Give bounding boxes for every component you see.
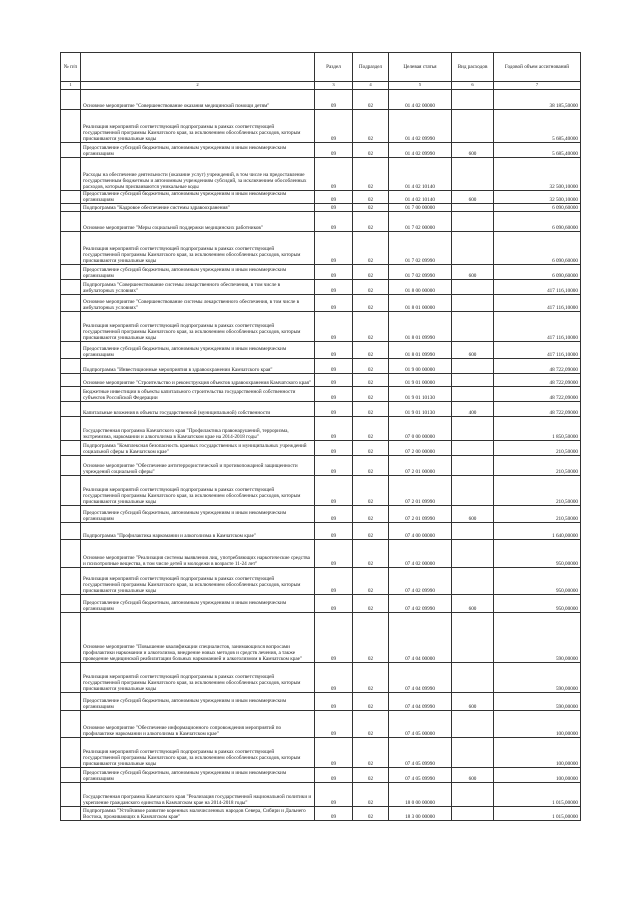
cell-rz: 09 bbox=[315, 595, 353, 613]
cell-rz: 09 bbox=[315, 456, 353, 476]
cell-cs: 07 4 00 00000 bbox=[389, 523, 452, 540]
table-row bbox=[61, 595, 581, 613]
cell-vr bbox=[452, 807, 494, 821]
cell-name: Предоставление субсидий бюджетным, автономным учреждениям и иным некоммерческим организациям bbox=[81, 506, 315, 523]
cell-vr: 600 bbox=[452, 191, 494, 204]
cell-num bbox=[61, 158, 81, 191]
cell-cs: 07 2 01 09990 bbox=[389, 476, 452, 506]
cell-prz: 02 bbox=[353, 359, 389, 374]
cell-num bbox=[61, 265, 81, 280]
cell-name: Государственная программа Камчатского края "Реализация государственной национальной политики и укрепление гражданского единства в Камчатском крае на 2014-2018 годы" bbox=[81, 783, 315, 807]
cell-cs: 07 4 05 00000 bbox=[389, 711, 452, 738]
cell-vr bbox=[452, 359, 494, 374]
table-row bbox=[61, 523, 581, 540]
table-row bbox=[61, 110, 581, 143]
cell-cs: 07 4 02 09990 bbox=[389, 568, 452, 595]
cell-num bbox=[61, 476, 81, 506]
cell-sum: 6 090,60000 bbox=[494, 232, 581, 265]
cell-prz: 02 bbox=[353, 568, 389, 595]
cell-rz: 09 bbox=[315, 387, 353, 402]
cell-rz: 09 bbox=[315, 417, 353, 441]
cell-vr bbox=[452, 374, 494, 387]
cell-prz: 02 bbox=[353, 663, 389, 693]
cell-prz: 02 bbox=[353, 441, 389, 456]
cell-cs: 01 7 02 09990 bbox=[389, 265, 452, 280]
cell-rz: 09 bbox=[315, 506, 353, 523]
cell-cs: 01 7 02 09990 bbox=[389, 232, 452, 265]
cell-prz: 02 bbox=[353, 212, 389, 232]
cell-prz: 02 bbox=[353, 807, 389, 821]
cell-prz: 02 bbox=[353, 265, 389, 280]
cell-name: Реализация мероприятий соответствующей подпрограммы в рамках соответствующей государственной программы Камчатского края, за исключением обособленных расходов, которым присваиваются уникальные коды bbox=[81, 476, 315, 506]
table-row bbox=[61, 359, 581, 374]
column-index: 2 bbox=[81, 82, 315, 90]
table-row bbox=[61, 191, 581, 204]
column-index: 4 bbox=[353, 82, 389, 90]
table-row bbox=[61, 613, 581, 663]
cell-num bbox=[61, 540, 81, 568]
cell-cs: 01 4 02 09990 bbox=[389, 110, 452, 143]
cell-name: Подпрограмма "Кадровое обеспечение системы здравоохранения" bbox=[81, 204, 315, 212]
cell-sum: 5 685,40000 bbox=[494, 143, 581, 158]
cell-cs: 07 2 01 00000 bbox=[389, 456, 452, 476]
cell-num bbox=[61, 280, 81, 295]
cell-num bbox=[61, 191, 81, 204]
cell-rz: 09 bbox=[315, 342, 353, 359]
cell-rz: 09 bbox=[315, 613, 353, 663]
cell-rz: 09 bbox=[315, 110, 353, 143]
column-index: 1 bbox=[61, 82, 81, 90]
table-row bbox=[61, 280, 581, 295]
cell-num bbox=[61, 374, 81, 387]
cell-cs: 01 4 02 09990 bbox=[389, 143, 452, 158]
cell-name: Реализация мероприятий соответствующей подпрограммы в рамках соответствующей государственной программы Камчатского края, за исключением обособленных расходов, которым присваиваются уникальные коды bbox=[81, 232, 315, 265]
cell-sum: 417 116,10000 bbox=[494, 295, 581, 312]
cell-prz: 02 bbox=[353, 280, 389, 295]
cell-vr bbox=[452, 158, 494, 191]
cell-num bbox=[61, 143, 81, 158]
cell-sum: 950,00000 bbox=[494, 595, 581, 613]
cell-cs: 01 7 00 00000 bbox=[389, 204, 452, 212]
table-row bbox=[61, 265, 581, 280]
cell-prz: 02 bbox=[353, 693, 389, 711]
cell-vr bbox=[452, 280, 494, 295]
cell-cs: 07 0 00 00000 bbox=[389, 417, 452, 441]
cell-num bbox=[61, 387, 81, 402]
cell-vr bbox=[452, 613, 494, 663]
cell-rz: 09 bbox=[315, 523, 353, 540]
cell-sum: 48 722,09000 bbox=[494, 374, 581, 387]
cell-prz: 02 bbox=[353, 613, 389, 663]
cell-name: Предоставление субсидий бюджетным, автономным учреждениям и иным некоммерческим организациям bbox=[81, 265, 315, 280]
table-row bbox=[61, 506, 581, 523]
cell-rz: 09 bbox=[315, 568, 353, 595]
cell-num bbox=[61, 595, 81, 613]
cell-vr: 600 bbox=[452, 768, 494, 783]
cell-cs: 01 9 01 10130 bbox=[389, 402, 452, 417]
cell-name: Основное мероприятие "Совершенствование оказания медицинской помощи детям" bbox=[81, 90, 315, 110]
cell-vr bbox=[452, 783, 494, 807]
cell-sum: 1 850,50000 bbox=[494, 417, 581, 441]
cell-rz: 09 bbox=[315, 768, 353, 783]
cell-vr: 400 bbox=[452, 402, 494, 417]
table-row bbox=[61, 768, 581, 783]
cell-cs: 01 4 02 00000 bbox=[389, 90, 452, 110]
cell-rz: 09 bbox=[315, 441, 353, 456]
cell-sum: 210,50000 bbox=[494, 456, 581, 476]
cell-vr: 600 bbox=[452, 506, 494, 523]
cell-vr: 600 bbox=[452, 693, 494, 711]
cell-vr bbox=[452, 540, 494, 568]
cell-sum: 32 500,10000 bbox=[494, 191, 581, 204]
cell-name: Основное мероприятие "Реализация системы выявления лиц, употребляющих наркотические средства и психотропные вещества, в том числе детей и молодежи в возрасте 11-24 лет" bbox=[81, 540, 315, 568]
cell-sum: 210,50000 bbox=[494, 441, 581, 456]
cell-num bbox=[61, 441, 81, 456]
table-row bbox=[61, 441, 581, 456]
cell-vr bbox=[452, 523, 494, 540]
cell-name: Реализация мероприятий соответствующей подпрограммы в рамках соответствующей государственной программы Камчатского края, за исключением обособленных расходов, которым присваиваются уникальные коды bbox=[81, 110, 315, 143]
cell-cs: 01 4 02 10140 bbox=[389, 158, 452, 191]
header-vid: Вид расходов bbox=[452, 53, 494, 82]
cell-prz: 02 bbox=[353, 402, 389, 417]
cell-rz: 09 bbox=[315, 280, 353, 295]
table-row bbox=[61, 342, 581, 359]
cell-vr: 600 bbox=[452, 265, 494, 280]
cell-num bbox=[61, 359, 81, 374]
cell-prz: 02 bbox=[353, 143, 389, 158]
cell-vr bbox=[452, 441, 494, 456]
cell-num bbox=[61, 693, 81, 711]
cell-num bbox=[61, 711, 81, 738]
cell-vr bbox=[452, 387, 494, 402]
cell-rz: 09 bbox=[315, 359, 353, 374]
cell-sum: 32 500,10000 bbox=[494, 158, 581, 191]
cell-cs: 01 9 01 10130 bbox=[389, 387, 452, 402]
table-row bbox=[61, 783, 581, 807]
table-row bbox=[61, 143, 581, 158]
cell-num bbox=[61, 417, 81, 441]
cell-sum: 1 015,00000 bbox=[494, 783, 581, 807]
cell-prz: 02 bbox=[353, 523, 389, 540]
cell-cs: 07 4 05 09990 bbox=[389, 738, 452, 768]
cell-name: Основное мероприятие "Строительство и реконструкция объектов здравоохранения Камчатского края" bbox=[81, 374, 315, 387]
cell-sum: 48 722,09000 bbox=[494, 359, 581, 374]
cell-prz: 02 bbox=[353, 374, 389, 387]
cell-sum: 590,00000 bbox=[494, 693, 581, 711]
table-row bbox=[61, 456, 581, 476]
header-num: № п/п bbox=[61, 53, 81, 82]
cell-vr bbox=[452, 711, 494, 738]
cell-vr bbox=[452, 232, 494, 265]
cell-prz: 02 bbox=[353, 738, 389, 768]
cell-vr bbox=[452, 663, 494, 693]
table-row bbox=[61, 204, 581, 212]
cell-num bbox=[61, 456, 81, 476]
cell-vr: 600 bbox=[452, 143, 494, 158]
cell-sum: 417 116,10000 bbox=[494, 342, 581, 359]
column-index: 6 bbox=[452, 82, 494, 90]
cell-prz: 02 bbox=[353, 90, 389, 110]
cell-vr bbox=[452, 476, 494, 506]
cell-rz: 09 bbox=[315, 312, 353, 342]
cell-prz: 02 bbox=[353, 387, 389, 402]
cell-cs: 07 2 00 00000 bbox=[389, 441, 452, 456]
table-row bbox=[61, 663, 581, 693]
table-row bbox=[61, 540, 581, 568]
table-row bbox=[61, 417, 581, 441]
cell-rz: 09 bbox=[315, 402, 353, 417]
cell-vr bbox=[452, 212, 494, 232]
cell-name: Расходы на обеспечение деятельности (оказание услуг) учреждений, в том числе на предоставление государственным бюджетным и автономным учреждениям субсидий, за исключением обособленных расходов, которым присваиваются уникальные коды bbox=[81, 158, 315, 191]
table-row bbox=[61, 711, 581, 738]
cell-name: Основное мероприятие "Совершенствование системы лекарственного обеспечения, в том числе в амбулаторных условиях" bbox=[81, 295, 315, 312]
cell-name: Реализация мероприятий соответствующей подпрограммы в рамках соответствующей государственной программы Камчатского края, за исключением обособленных расходов, которым присваиваются уникальные коды bbox=[81, 663, 315, 693]
table-row bbox=[61, 295, 581, 312]
cell-vr bbox=[452, 417, 494, 441]
cell-cs: 01 8 00 00000 bbox=[389, 280, 452, 295]
header-target: Целевая статья bbox=[389, 53, 452, 82]
header-amount: Годовой объем ассигнований bbox=[494, 53, 581, 82]
cell-num bbox=[61, 807, 81, 821]
column-index-row bbox=[61, 82, 581, 90]
cell-name: Реализация мероприятий соответствующей подпрограммы в рамках соответствующей государственной программы Камчатского края, за исключением обособленных расходов, которым присваиваются уникальные коды bbox=[81, 312, 315, 342]
cell-name: Подпрограмма "Устойчивое развитие коренных малочисленных народов Севера, Сибири и Дальнего Востока, проживающих в Камчатском крае" bbox=[81, 807, 315, 821]
cell-cs: 07 4 02 09990 bbox=[389, 595, 452, 613]
cell-num bbox=[61, 342, 81, 359]
cell-sum: 950,00000 bbox=[494, 540, 581, 568]
cell-sum: 100,00000 bbox=[494, 768, 581, 783]
cell-sum: 48 722,09000 bbox=[494, 402, 581, 417]
cell-prz: 02 bbox=[353, 204, 389, 212]
cell-cs: 01 7 02 00000 bbox=[389, 212, 452, 232]
cell-sum: 100,00000 bbox=[494, 738, 581, 768]
cell-cs: 07 4 04 09990 bbox=[389, 663, 452, 693]
header-row bbox=[61, 53, 581, 82]
cell-prz: 02 bbox=[353, 417, 389, 441]
table-row bbox=[61, 738, 581, 768]
cell-name: Капитальные вложения в объекты государственной (муниципальной) собственности bbox=[81, 402, 315, 417]
cell-name: Основное мероприятие "Меры социальной поддержки медицинских работников" bbox=[81, 212, 315, 232]
table-row bbox=[61, 232, 581, 265]
cell-name: Предоставление субсидий бюджетным, автономным учреждениям и иным некоммерческим организациям bbox=[81, 768, 315, 783]
cell-sum: 210,50000 bbox=[494, 476, 581, 506]
cell-name: Подпрограмма "Комплексная безопасность краевых государственных и муниципальных учреждений социальной сферы в Камчатском крае" bbox=[81, 441, 315, 456]
cell-cs: 07 4 04 00000 bbox=[389, 613, 452, 663]
cell-num bbox=[61, 312, 81, 342]
header-podrazdel: Подраздел bbox=[353, 53, 389, 82]
cell-prz: 02 bbox=[353, 191, 389, 204]
cell-prz: 02 bbox=[353, 158, 389, 191]
cell-sum: 6 090,60000 bbox=[494, 204, 581, 212]
table-row bbox=[61, 693, 581, 711]
cell-prz: 02 bbox=[353, 110, 389, 143]
cell-cs: 01 9 01 00000 bbox=[389, 374, 452, 387]
table-row bbox=[61, 476, 581, 506]
cell-vr: 600 bbox=[452, 342, 494, 359]
table-body bbox=[61, 90, 581, 821]
table-row bbox=[61, 158, 581, 191]
cell-name: Предоставление субсидий бюджетным, автономным учреждениям и иным некоммерческим организациям bbox=[81, 693, 315, 711]
cell-prz: 02 bbox=[353, 295, 389, 312]
cell-rz: 09 bbox=[315, 191, 353, 204]
cell-num bbox=[61, 568, 81, 595]
column-index: 5 bbox=[389, 82, 452, 90]
cell-name: Предоставление субсидий бюджетным, автономным учреждениям и иным некоммерческим организациям bbox=[81, 191, 315, 204]
cell-sum: 210,50000 bbox=[494, 506, 581, 523]
cell-prz: 02 bbox=[353, 312, 389, 342]
cell-cs: 18 3 00 00000 bbox=[389, 807, 452, 821]
cell-num bbox=[61, 232, 81, 265]
cell-prz: 02 bbox=[353, 595, 389, 613]
header-name bbox=[81, 53, 315, 82]
cell-rz: 09 bbox=[315, 374, 353, 387]
cell-prz: 02 bbox=[353, 711, 389, 738]
cell-name: Бюджетные инвестиции в объекты капитального строительства государственной собственности субъектов Российской Федерации bbox=[81, 387, 315, 402]
cell-rz: 09 bbox=[315, 540, 353, 568]
cell-sum: 1 640,00000 bbox=[494, 523, 581, 540]
cell-vr bbox=[452, 110, 494, 143]
cell-sum: 950,00000 bbox=[494, 568, 581, 595]
cell-sum: 6 090,60000 bbox=[494, 212, 581, 232]
cell-rz: 09 bbox=[315, 265, 353, 280]
cell-num bbox=[61, 402, 81, 417]
cell-prz: 02 bbox=[353, 783, 389, 807]
cell-num bbox=[61, 90, 81, 110]
cell-prz: 02 bbox=[353, 506, 389, 523]
budget-table bbox=[60, 52, 581, 821]
cell-rz: 09 bbox=[315, 232, 353, 265]
cell-rz: 09 bbox=[315, 663, 353, 693]
cell-sum: 1 015,00000 bbox=[494, 807, 581, 821]
cell-prz: 02 bbox=[353, 476, 389, 506]
cell-cs: 01 8 01 09990 bbox=[389, 312, 452, 342]
table-row bbox=[61, 212, 581, 232]
cell-num bbox=[61, 768, 81, 783]
cell-vr bbox=[452, 568, 494, 595]
cell-vr bbox=[452, 90, 494, 110]
header-razdel: Раздел bbox=[315, 53, 353, 82]
cell-vr bbox=[452, 312, 494, 342]
cell-num bbox=[61, 738, 81, 768]
cell-name: Реализация мероприятий соответствующей подпрограммы в рамках соответствующей государственной программы Камчатского края, за исключением обособленных расходов, которым присваиваются уникальные коды bbox=[81, 568, 315, 595]
cell-rz: 09 bbox=[315, 158, 353, 191]
cell-name: Подпрограмма "Инвестиционные мероприятия в здравоохранении Камчатского края" bbox=[81, 359, 315, 374]
cell-rz: 09 bbox=[315, 90, 353, 110]
cell-num bbox=[61, 295, 81, 312]
cell-name: Государственная программа Камчатского края "Профилактика правонарушений, терроризма, экстремизма, наркомании и алкоголизма в Камчатском крае на 2014-2018 годы" bbox=[81, 417, 315, 441]
cell-num bbox=[61, 204, 81, 212]
cell-cs: 07 4 05 09990 bbox=[389, 768, 452, 783]
cell-num bbox=[61, 663, 81, 693]
cell-num bbox=[61, 613, 81, 663]
cell-cs: 01 8 01 00000 bbox=[389, 295, 452, 312]
cell-cs: 01 9 00 00000 bbox=[389, 359, 452, 374]
cell-cs: 01 8 01 09990 bbox=[389, 342, 452, 359]
cell-rz: 09 bbox=[315, 476, 353, 506]
cell-rz: 09 bbox=[315, 807, 353, 821]
table-row bbox=[61, 374, 581, 387]
cell-sum: 417 116,10000 bbox=[494, 312, 581, 342]
cell-name: Реализация мероприятий соответствующей подпрограммы в рамках соответствующей государственной программы Камчатского края, за исключением обособленных расходов, которым присваиваются уникальные коды bbox=[81, 738, 315, 768]
cell-prz: 02 bbox=[353, 342, 389, 359]
table-row bbox=[61, 568, 581, 595]
budget-table-sheet bbox=[60, 52, 580, 821]
cell-sum: 417 116,10000 bbox=[494, 280, 581, 295]
cell-prz: 02 bbox=[353, 456, 389, 476]
cell-sum: 6 090,60000 bbox=[494, 265, 581, 280]
cell-vr: 600 bbox=[452, 595, 494, 613]
cell-sum: 100,00000 bbox=[494, 711, 581, 738]
cell-name: Предоставление субсидий бюджетным, автономным учреждениям и иным некоммерческим организациям bbox=[81, 143, 315, 158]
cell-prz: 02 bbox=[353, 232, 389, 265]
cell-cs: 18 0 00 00000 bbox=[389, 783, 452, 807]
cell-rz: 09 bbox=[315, 711, 353, 738]
column-index: 3 bbox=[315, 82, 353, 90]
cell-num bbox=[61, 783, 81, 807]
table-row bbox=[61, 807, 581, 821]
cell-name: Основное мероприятие "Обеспечение антитеррористической и противопожарной защищенности учреждений социальной сферы" bbox=[81, 456, 315, 476]
cell-num bbox=[61, 506, 81, 523]
table-row bbox=[61, 90, 581, 110]
cell-cs: 07 4 02 00000 bbox=[389, 540, 452, 568]
cell-cs: 07 4 04 09990 bbox=[389, 693, 452, 711]
cell-sum: 590,00000 bbox=[494, 613, 581, 663]
cell-rz: 09 bbox=[315, 783, 353, 807]
cell-prz: 02 bbox=[353, 768, 389, 783]
cell-num bbox=[61, 212, 81, 232]
cell-name: Основное мероприятие "Повышение квалификации специалистов, занимающихся вопросами профилактики наркомании и алкоголизма, внедрение новых методов и средств лечения, а также проведение медицинской реабилитации больных наркоманией и алкоголизмом в Камчатском крае" bbox=[81, 613, 315, 663]
cell-sum: 5 685,40000 bbox=[494, 110, 581, 143]
cell-sum: 38 185,50000 bbox=[494, 90, 581, 110]
cell-name: Подпрограмма "Совершенствование системы лекарственного обеспечения, в том числе в амбулаторных условиях" bbox=[81, 280, 315, 295]
cell-name: Предоставление субсидий бюджетным, автономным учреждениям и иным некоммерческим организациям bbox=[81, 595, 315, 613]
cell-rz: 09 bbox=[315, 295, 353, 312]
column-index: 7 bbox=[494, 82, 581, 90]
cell-rz: 09 bbox=[315, 738, 353, 768]
cell-sum: 48 722,09000 bbox=[494, 387, 581, 402]
cell-num bbox=[61, 110, 81, 143]
cell-vr bbox=[452, 204, 494, 212]
table-row bbox=[61, 387, 581, 402]
cell-vr bbox=[452, 295, 494, 312]
cell-vr bbox=[452, 456, 494, 476]
cell-rz: 09 bbox=[315, 143, 353, 158]
cell-prz: 02 bbox=[353, 540, 389, 568]
cell-sum: 590,00000 bbox=[494, 663, 581, 693]
cell-name: Основное мероприятие "Обеспечение информационного сопровождения мероприятий по профилактике наркомании и алкоголизма в Камчатском крае" bbox=[81, 711, 315, 738]
cell-rz: 09 bbox=[315, 204, 353, 212]
cell-rz: 09 bbox=[315, 212, 353, 232]
table-row bbox=[61, 402, 581, 417]
cell-cs: 01 4 02 10140 bbox=[389, 191, 452, 204]
table-row bbox=[61, 312, 581, 342]
cell-cs: 07 2 01 09990 bbox=[389, 506, 452, 523]
cell-name: Подпрограмма "Профилактика наркомании и алкоголизма в Камчатском крае" bbox=[81, 523, 315, 540]
cell-name: Предоставление субсидий бюджетным, автономным учреждениям и иным некоммерческим организациям bbox=[81, 342, 315, 359]
cell-num bbox=[61, 523, 81, 540]
cell-rz: 09 bbox=[315, 693, 353, 711]
cell-vr bbox=[452, 738, 494, 768]
